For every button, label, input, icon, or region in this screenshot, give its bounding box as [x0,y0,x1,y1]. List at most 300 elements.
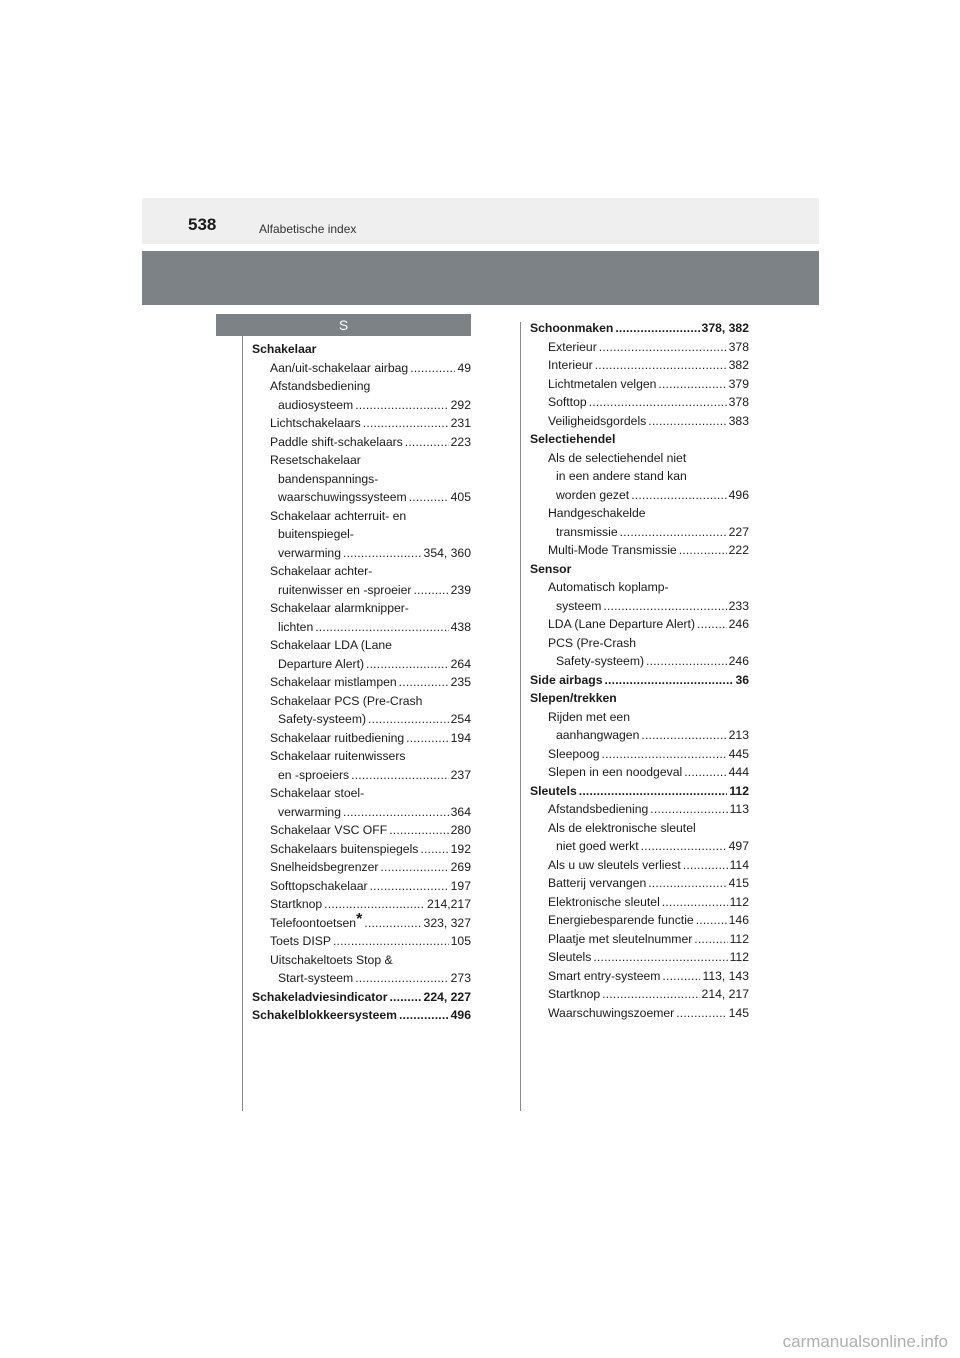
dot-leader [370,877,449,896]
entry-text: Schakelaar ruitenwissers [270,749,406,763]
dot-leader [389,821,448,840]
section-letter: S [338,317,349,333]
entry-text: Departure Alert) [278,656,365,671]
dot-leader [676,1004,726,1023]
entry-label [530,782,577,801]
entry-text: Sensor [530,561,572,576]
entry-label [270,786,364,800]
entry-text: Energiebesparende functie [548,913,694,927]
entry-label [548,985,600,1004]
dot-leader [599,338,727,357]
index-subentry [252,451,471,470]
dot-leader [355,969,448,988]
index-subentry [252,470,471,489]
index-subentry [252,784,471,803]
index-subentry [252,932,471,951]
page-reference: 405 [450,490,471,504]
index-entry [252,340,471,359]
entry-text: Als u uw sleutels verliest [548,857,681,872]
page-reference: 227 [728,524,749,539]
dot-leader [615,319,699,338]
dot-leader [650,800,727,819]
entry-text: buitenspiegel- [278,527,354,541]
page-reference: 224, 227 [423,989,471,1004]
dot-leader [602,985,699,1004]
dot-leader [595,356,727,375]
index-subentry [530,726,749,745]
entry-label [548,856,681,875]
index-subentry [530,634,749,653]
entry-label [270,379,370,393]
dot-leader [696,911,727,930]
entry-label [548,580,669,594]
entry-text: Schakelaar [252,342,317,356]
index-entry [530,782,749,801]
entry-label [548,1004,674,1023]
index-subentry [252,581,471,600]
entry-label [270,729,404,748]
dot-leader [389,988,421,1007]
dot-leader [641,726,726,745]
dot-leader [364,914,421,933]
entry-label [530,562,571,576]
index-subentry [252,747,471,766]
index-subentry [530,541,749,560]
header-band [142,198,819,244]
page-reference: 497 [728,839,749,853]
entry-label [530,432,615,446]
right-column-rule [520,322,521,1111]
page-reference: 379 [728,376,749,391]
dot-leader [405,433,449,452]
entry-text: Lichtschakelaars [270,416,361,430]
index-subentry [252,803,471,822]
entry-text: Smart entry-systeem [548,968,661,983]
entry-label [270,564,372,578]
entry-text: Schakelaar stoel- [270,786,365,800]
dot-leader [406,729,449,748]
index-subentry [252,377,471,396]
page-reference: 114 [729,857,749,872]
dot-leader [410,359,455,378]
entry-text: Schakeladviesindicator [252,989,388,1004]
entry-text: en -sproeiers [278,767,350,782]
page-reference: 273 [450,971,471,985]
entry-label [270,694,422,708]
dot-leader [399,673,449,692]
entry-text: Softtop [548,395,587,409]
dot-leader [368,710,449,729]
entry-label [548,338,597,357]
entry-text: Waarschuwingszoemer [548,1005,675,1020]
entry-label [548,911,694,930]
index-subentry [530,486,749,505]
entry-text: Safety-systeem) [556,654,645,668]
dot-leader [413,581,448,600]
entry-text: Startknop [270,897,323,911]
entry-text: verwarming [278,804,341,819]
index-subentry [252,359,471,378]
entry-text: Selectiehendel [530,432,616,446]
entry-label [278,766,349,785]
index-subentry [530,597,749,616]
page-reference: 438 [450,619,471,634]
dot-leader [363,414,449,433]
index-subentry [530,967,749,986]
index-subentry [530,652,749,671]
entry-label [270,953,393,967]
index-subentry [252,433,471,452]
entry-label [270,414,361,433]
entry-label [270,910,363,933]
entry-text: Schakelaar alarmknipper- [270,601,409,615]
entry-text: transmissie [556,524,618,539]
page-reference: 269 [450,860,471,874]
index-subentry [530,985,749,1004]
index-subentry [252,636,471,655]
entry-text: Schakelaar achterruit- en [270,508,407,523]
page-reference: 233 [728,598,749,613]
entry-text: Slepen in een noodgeval [548,765,683,779]
index-subentry [252,599,471,618]
index-subentry [530,615,749,634]
index-subentry [252,562,471,581]
entry-label [556,523,618,542]
page-reference: 112 [729,931,749,946]
entry-text: audiosysteem [278,397,354,412]
entry-text: Schakelaar LDA (Lane [270,638,392,652]
index-subentry [252,821,471,840]
page-reference: 222 [728,543,749,557]
entry-text: LDA (Lane Departure Alert) [548,617,696,631]
entry-label [270,877,368,896]
index-subentry [530,523,749,542]
entry-label [548,636,636,650]
dot-leader [409,488,449,507]
entry-label [548,541,677,560]
page-reference: 113 [729,802,749,816]
page-reference: 112 [729,783,749,798]
footnote-marker: * [356,910,363,928]
entry-label [278,655,364,674]
entry-label [548,800,648,819]
page-reference: 214, 217 [701,987,749,1001]
entry-text: PCS (Pre-Crash [548,635,637,650]
page-reference: 323, 327 [423,915,471,930]
dot-leader [593,948,727,967]
entry-label [270,895,322,914]
entry-label [252,342,316,356]
left-column-rule [242,336,243,1111]
dot-leader [351,766,449,785]
index-entry [252,988,471,1007]
index-subentry [252,766,471,785]
entry-text: Sleutels [548,950,592,964]
entry-text: Handgeschakelde [548,506,646,520]
entry-text: worden gezet [556,487,630,502]
dot-leader [380,858,448,877]
entry-label [530,319,613,338]
entry-label [270,749,405,763]
entry-label [278,488,407,507]
page-reference: 246 [728,617,749,631]
entry-label [270,509,406,523]
dot-leader [420,840,448,859]
entry-text: verwarming [278,545,341,560]
entry-label [252,988,387,1007]
entry-label [548,615,695,634]
running-title: Alfabetische index [259,222,357,236]
index-entry [530,689,749,708]
entry-label [548,710,630,724]
page-reference: 36 [735,672,749,687]
dot-leader [646,652,727,671]
page-reference: 112 [729,950,749,964]
index-subentry [252,414,471,433]
dot-leader [589,393,727,412]
index-subentry [252,969,471,988]
entry-label [270,821,387,840]
entry-label [252,1006,397,1025]
dot-leader [355,396,448,415]
entry-text: Snelheidsbegrenzer [270,860,379,874]
page-reference: 246 [728,654,749,668]
entry-label [548,967,660,986]
dot-leader [324,895,425,914]
entry-text: Side airbags [530,672,603,687]
page-reference: 213 [728,728,749,742]
index-subentry [530,449,749,468]
entry-label [270,932,331,951]
page-reference: 239 [450,582,471,597]
index-subentry [530,412,749,431]
entry-text: waarschuwingssysteem [278,490,407,504]
index-subentry [252,710,471,729]
entry-label [270,638,392,652]
entry-label [278,544,341,563]
page-reference: 354, 360 [423,545,471,560]
entry-text: Uitschakeltoets Stop & [270,952,393,967]
index-subentry [530,393,749,412]
entry-text: Batterij vervangen [548,876,647,890]
entry-label [548,763,682,782]
page-reference: 231 [450,416,471,430]
dot-leader [697,615,727,634]
page-reference: 192 [450,841,471,856]
entry-label [278,969,353,988]
entry-text: Als de elektronische sleutel [548,820,696,835]
entry-text: aanhangwagen [556,728,640,742]
index-subentry [252,618,471,637]
entry-text: systeem [556,598,602,613]
dot-leader [399,1006,449,1025]
index-subentry [530,578,749,597]
entry-text: Interieur [548,358,593,372]
entry-text: Schakelaar VSC OFF [270,823,388,837]
entry-label [556,486,629,505]
dot-leader [343,803,449,822]
dot-leader [333,932,449,951]
entry-label [278,472,378,486]
page-reference: 445 [728,746,749,761]
page-number: 538 [188,215,217,234]
index-column-right [530,319,749,1022]
entry-label [530,671,602,690]
entry-text: Automatisch koplamp- [548,580,669,594]
entry-text: Schakelblokkeersysteem [252,1008,397,1022]
index-subentry [252,544,471,563]
entry-label [530,691,617,705]
entry-label [270,601,409,615]
entry-label [548,745,600,764]
entry-label [548,874,646,893]
page-reference: 105 [450,934,471,948]
dot-leader [602,745,727,764]
entry-label [556,726,639,745]
index-subentry [530,856,749,875]
entry-label [548,393,587,412]
page-reference: 444 [728,765,749,779]
entry-text: Resetschakelaar [270,453,361,467]
dot-leader [631,486,726,505]
page-reference: 113, 143 [702,968,749,983]
entry-text: Als de selectiehendel niet [548,450,687,465]
decorative-grey-band [142,251,819,305]
index-subentry [252,655,471,674]
index-subentry [530,763,749,782]
page-reference: 415 [728,876,749,890]
page-reference: 496 [450,1008,471,1022]
page-reference: 378 [728,339,749,354]
index-subentry [530,930,749,949]
entry-label [548,506,646,520]
dot-leader [343,544,422,563]
entry-text: Schoonmaken [530,321,614,335]
index-entry [530,560,749,579]
entry-text: niet goed werkt [556,839,639,853]
index-subentry [530,375,749,394]
entry-label [548,375,656,394]
entry-label [548,930,692,949]
entry-text: Rijden met een [548,709,630,724]
entry-text: Schakelaar mistlampen [270,675,397,689]
entry-label [270,453,361,467]
index-subentry [530,948,749,967]
page-reference: 194 [450,730,471,745]
index-subentry [530,504,749,523]
index-subentry [252,396,471,415]
entry-label [270,673,397,692]
entry-text: Sleepoog [548,746,600,761]
entry-text: Elektronische sleutel [548,894,660,909]
page-reference: 364 [450,804,471,819]
page-reference: 214,217 [426,897,471,911]
page-reference: 237 [450,767,471,782]
index-subentry [530,874,749,893]
page-reference: 383 [728,413,749,428]
index-subentry [530,338,749,357]
entry-text: in een andere stand kan [556,469,687,483]
dot-leader [648,412,726,431]
entry-text: lichten [278,619,314,634]
entry-text: Sleutels [530,783,577,798]
page-reference: 378 [728,395,749,409]
entry-label [548,412,646,431]
index-entry [530,319,749,338]
dot-leader [684,763,726,782]
index-subentry [252,840,471,859]
page-reference: 49 [457,360,471,375]
entry-label [556,597,601,616]
index-subentry [252,488,471,507]
entry-label [270,359,408,378]
dot-leader [604,671,733,690]
index-entry [530,671,749,690]
page-reference: 112 [729,894,749,909]
dot-leader [366,655,449,674]
index-subentry [530,745,749,764]
index-subentry [530,911,749,930]
entry-text: Multi-Mode Transmissie [548,543,677,557]
entry-text: Toets DISP [270,934,331,948]
page-reference: 280 [450,823,471,837]
index-subentry [252,729,471,748]
entry-text: Afstandsbediening [270,379,371,393]
dot-leader [683,856,728,875]
entry-label [548,948,591,967]
dot-leader [620,523,727,542]
entry-text: Startknop [548,987,601,1001]
index-subentry [252,692,471,711]
entry-label [278,581,411,600]
page-reference: 254 [450,712,471,726]
dot-leader [648,874,726,893]
entry-text: Telefoontoetsen [270,915,357,930]
dot-leader [679,541,727,560]
page-reference: 382 [728,358,749,372]
page-reference: 197 [450,878,471,893]
entry-text: Softtopschakelaar [270,878,368,893]
entry-text: Afstandsbediening [548,802,649,816]
entry-label [270,858,378,877]
dot-leader [662,893,728,912]
index-subentry [530,356,749,375]
index-entry [252,1006,471,1025]
index-subentry [252,507,471,526]
entry-text: Slepen/trekken [530,691,617,705]
index-subentry [530,893,749,912]
watermark: carmanualsonline.info [782,1332,948,1351]
dot-leader [579,782,728,801]
entry-text: Lichtmetalen velgen [548,376,657,391]
entry-text: Schakelaars buitenspiegels [270,841,419,856]
index-subentry [530,708,749,727]
entry-label [548,356,593,375]
entry-text: Schakelaar ruitbediening [270,730,405,745]
entry-label [270,840,418,859]
index-subentry [530,819,749,838]
entry-label [556,469,687,483]
dot-leader [641,837,727,856]
entry-label [548,821,696,835]
index-entry [530,430,749,449]
entry-text: Aan/uit-schakelaar airbag [270,360,409,375]
entry-label [278,527,354,541]
entry-label [278,396,353,415]
entry-text: Schakelaar achter- [270,564,373,578]
entry-text: ruitenwisser en -sproeier [278,582,412,597]
entry-label [548,451,686,465]
